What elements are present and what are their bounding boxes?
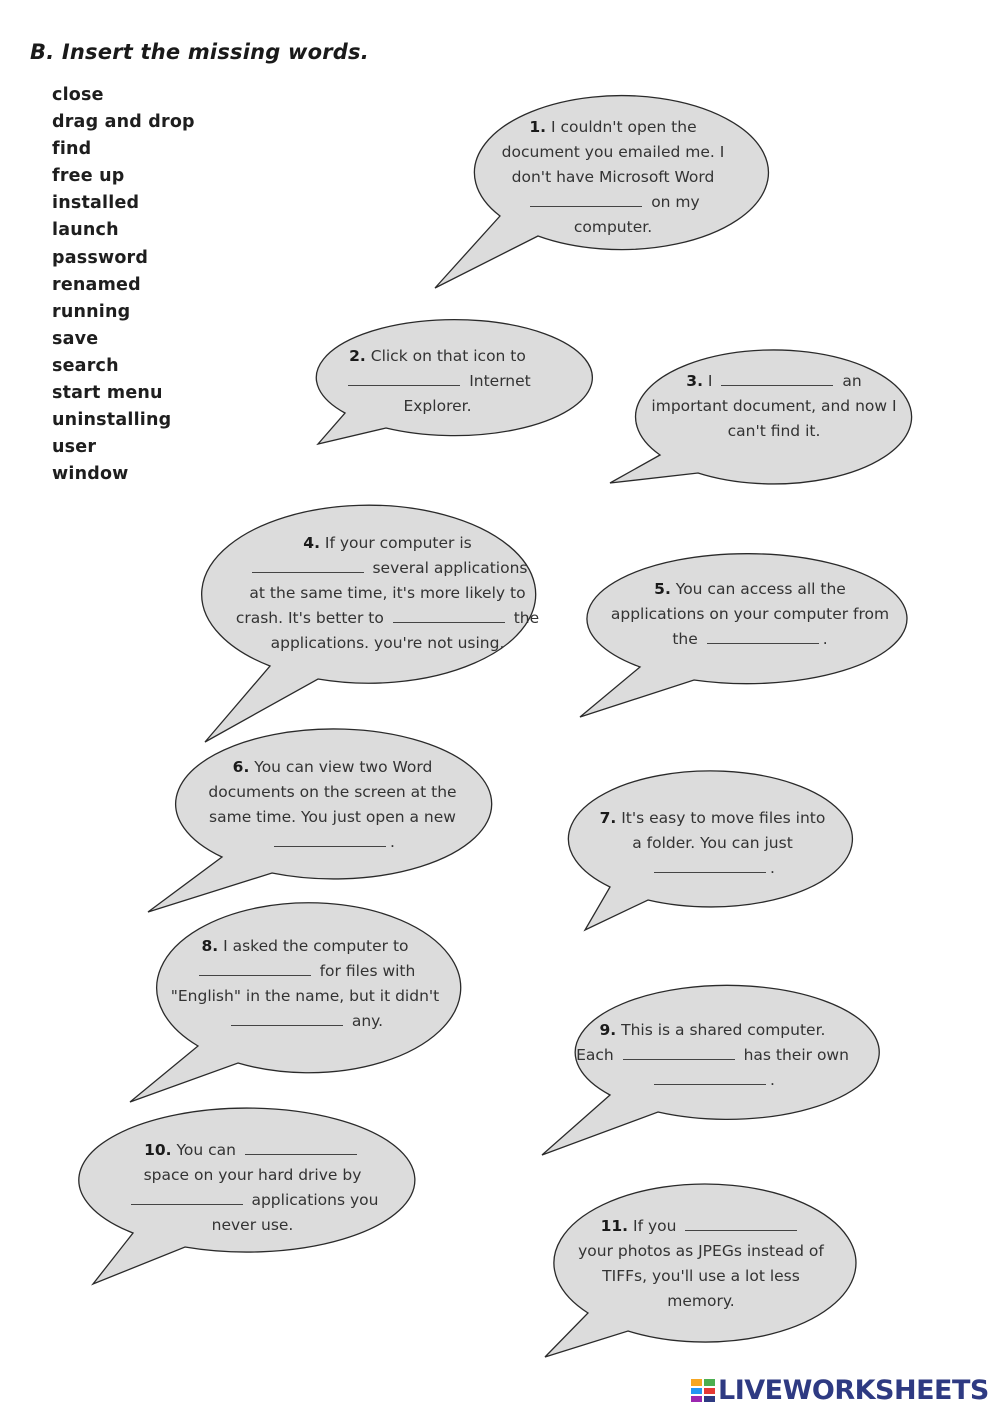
bubble-line: a folder. You can just [632, 834, 793, 852]
word-bank-item: running [52, 301, 131, 322]
word-bank-item: installed [52, 193, 140, 214]
word-bank-item: user [52, 437, 97, 458]
answer-blank[interactable] [393, 608, 505, 623]
bubble-line: You can view two Word [254, 758, 433, 776]
answer-blank[interactable] [721, 371, 833, 386]
bubble-line: . [770, 1071, 775, 1089]
answer-blank[interactable] [252, 558, 364, 573]
bubble-line: space on your hard drive by [143, 1166, 362, 1184]
bubble-line: "English" in the name, but it didn't [170, 987, 440, 1005]
bubble-line: computer. [573, 218, 653, 236]
bubble-text-7 [580, 806, 845, 881]
worksheet-heading: B. Insert the missing words. [30, 40, 369, 64]
logo-text: LIVEWORKSHEETS [718, 1374, 989, 1406]
bubble-line: TIFFs, you'll use a lot less [602, 1267, 800, 1285]
bubble-text-5 [596, 577, 904, 652]
bubble-text-6 [185, 755, 480, 855]
bubble-line: document you emailed me. I [501, 143, 725, 161]
question-number: 8. [201, 937, 219, 955]
bubble-line: I couldn't open the [551, 118, 697, 136]
question-number: 11. [600, 1217, 629, 1235]
answer-blank[interactable] [707, 629, 819, 644]
answer-blank[interactable] [199, 961, 311, 976]
question-number: 2. [349, 347, 366, 365]
bubble-line: Internet [469, 372, 531, 390]
bubble-text-3 [640, 369, 908, 444]
bubble-line: . [390, 833, 395, 851]
bubble-line: crash. It's better to [235, 609, 384, 627]
liveworksheets-icon [690, 1377, 716, 1403]
bubble-text-4 [230, 531, 545, 656]
question-number: 6. [232, 758, 250, 776]
bubble-line: I asked the computer to [223, 937, 409, 955]
bubble-line: applications you [251, 1191, 379, 1209]
bubble-line: I [707, 372, 713, 390]
word-bank-item: password [52, 247, 149, 268]
word-bank-item: uninstalling [52, 410, 172, 431]
bubble-line: applications on your computer from [610, 605, 890, 623]
bubble-line: for files with [319, 962, 416, 980]
answer-blank[interactable] [348, 371, 460, 386]
bubble-line: documents on the screen at the [208, 783, 457, 801]
bubble-line: has their own [743, 1046, 849, 1064]
word-bank-item: renamed [52, 274, 141, 295]
word-bank-item: free up [52, 166, 125, 187]
liveworksheets-logo[interactable] [690, 1372, 989, 1408]
bubble-text-9 [565, 1018, 860, 1093]
word-bank-item: search [52, 355, 119, 376]
answer-blank[interactable] [274, 832, 386, 847]
bubble-line: the [672, 630, 698, 648]
word-bank-item: drag and drop [52, 112, 195, 133]
bubble-line: If your computer is [324, 534, 472, 552]
bubble-line: If you [633, 1217, 677, 1235]
bubble-line: the [513, 609, 540, 627]
bubble-line: important document, and now I [651, 397, 897, 415]
bubble-line: memory. [667, 1292, 735, 1310]
bubble-line: applications. you're not using. [270, 634, 505, 652]
bubble-line: Click on that icon to [370, 347, 526, 365]
bubble-text-2 [310, 344, 565, 419]
bubble-text-1 [480, 115, 746, 240]
answer-blank[interactable] [530, 192, 642, 207]
word-bank-item: start menu [52, 383, 163, 404]
bubble-line: It's easy to move files into [621, 809, 826, 827]
bubble-line: several applications [372, 559, 528, 577]
question-number: 4. [303, 534, 320, 552]
answer-blank[interactable] [623, 1045, 735, 1060]
bubble-line: never use. [211, 1216, 294, 1234]
bubble-line: You can access all the [675, 580, 846, 598]
bubble-line: don't have Microsoft Word [511, 168, 715, 186]
bubble-line: This is a shared computer. [621, 1021, 826, 1039]
question-number: 5. [654, 580, 671, 598]
question-number: 10. [144, 1141, 172, 1159]
bubble-text-11 [555, 1214, 847, 1314]
answer-blank[interactable] [131, 1190, 243, 1205]
answer-blank[interactable] [685, 1216, 797, 1231]
bubble-line: can't find it. [727, 422, 821, 440]
question-number: 1. [529, 118, 547, 136]
question-number: 3. [686, 372, 703, 390]
word-bank-item: find [52, 139, 92, 160]
word-bank-item: close [52, 85, 104, 105]
bubble-line: your photos as JPEGs instead of [578, 1242, 824, 1260]
bubble-text-8 [155, 934, 455, 1034]
bubble-line: You can [176, 1141, 236, 1159]
bubble-line: . [770, 859, 775, 877]
answer-blank[interactable] [245, 1140, 357, 1155]
bubble-line: on my [651, 193, 700, 211]
bubble-line: Each [576, 1046, 614, 1064]
question-number: 7. [599, 809, 617, 827]
bubble-line: same time. You just open a new [209, 808, 456, 826]
question-number: 9. [599, 1021, 617, 1039]
bubble-line: Explorer. [403, 397, 472, 415]
answer-blank[interactable] [654, 858, 766, 873]
word-bank-item: launch [52, 220, 119, 241]
bubble-line: . [822, 630, 828, 648]
bubble-text-10 [95, 1138, 410, 1238]
word-bank-item: window [52, 464, 129, 485]
answer-blank[interactable] [654, 1070, 766, 1085]
bubble-line: at the same time, it's more likely to [249, 584, 526, 602]
bubble-line: any. [351, 1012, 384, 1030]
answer-blank[interactable] [231, 1011, 343, 1026]
word-bank-item: save [52, 328, 99, 349]
bubble-line: an [842, 372, 862, 390]
